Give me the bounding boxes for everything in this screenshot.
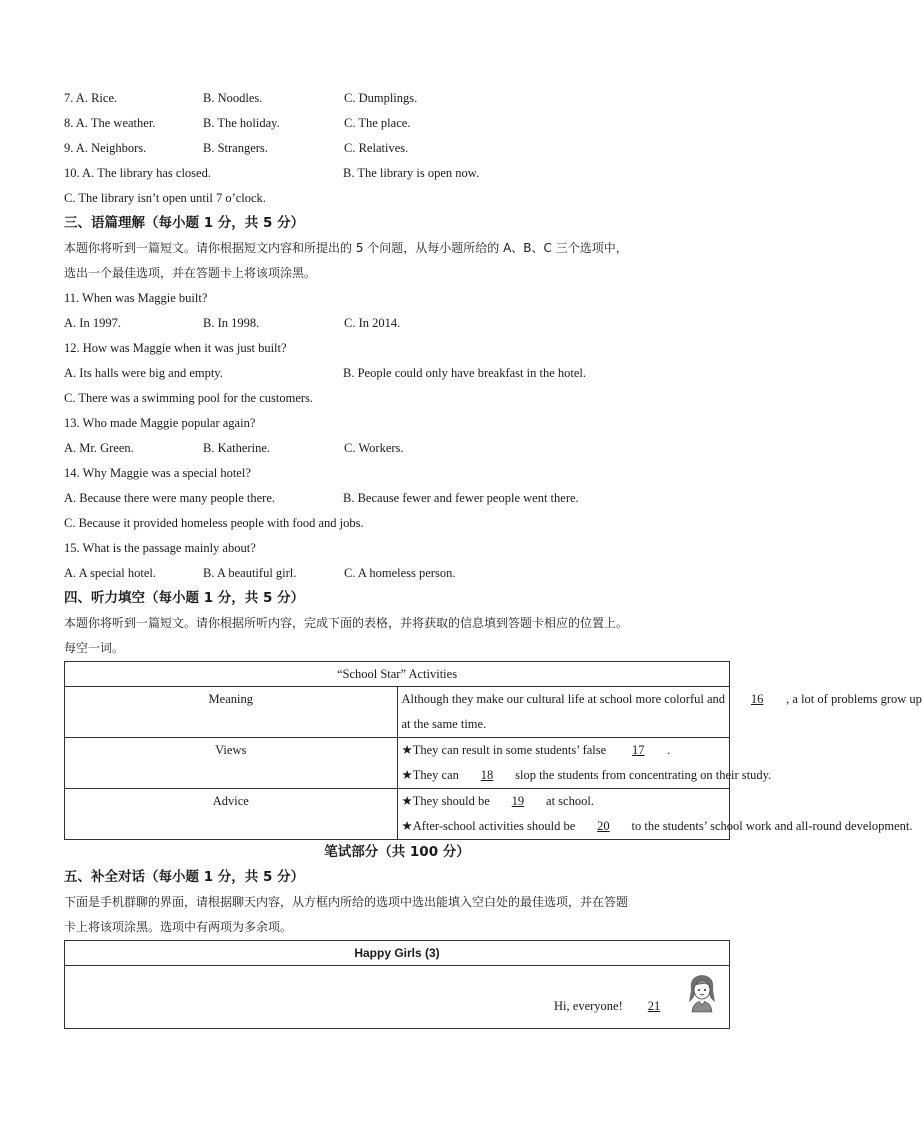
- views-label: Views: [65, 738, 398, 789]
- option-a: A. Mr. Green.: [64, 441, 134, 455]
- meaning-label: Meaning: [65, 687, 398, 738]
- option-c: C. In 2014.: [344, 316, 401, 330]
- section-5-intro: 下面是手机群聊的界面，请根据聊天内容，从方框内所给的选项中选出能填入空白处的最佳选项，并在答题: [64, 895, 629, 909]
- views-text-2-end: slop the students from concentrating on their study.: [515, 768, 772, 782]
- option-c: C. Relatives.: [344, 141, 409, 155]
- option-a: A. Because there were many people there.: [64, 491, 276, 505]
- advice-text-2: ★After-school activities should be: [401, 819, 576, 833]
- question-13-stem: 13. Who made Maggie popular again?: [64, 416, 256, 430]
- views-cell: [397, 738, 772, 789]
- question-11-stem: 11. When was Maggie built?: [64, 291, 208, 305]
- question-15-options: [64, 561, 730, 586]
- section-3-heading: 三、语篇理解（每小题 1 分，共 5 分）: [64, 215, 305, 231]
- blank-20: 20: [597, 819, 610, 833]
- advice-text: ★They should be: [401, 794, 490, 808]
- blank-17: 17: [632, 743, 645, 757]
- chat-message: [554, 996, 679, 1016]
- option-a: 7. A. Rice.: [64, 91, 118, 105]
- meaning-text-2: at the same time.: [401, 717, 487, 731]
- girl-avatar-icon: [685, 972, 719, 1012]
- section-5-intro-2: 卡上将该项涂黑。选项中有两项为多余项。: [64, 920, 293, 934]
- advice-text-end: at school.: [546, 794, 594, 808]
- option-a: 10. A. The library has closed.: [64, 166, 211, 180]
- option-b: B. The library is open now.: [343, 166, 480, 180]
- blank-16: 16: [750, 692, 764, 706]
- chat-box: [64, 940, 730, 1029]
- meaning-text: Although they make our cultural life at school more colorful and: [401, 692, 726, 706]
- views-text-end: .: [667, 743, 671, 757]
- question-14-options: [64, 486, 730, 511]
- activities-table: [64, 661, 922, 840]
- option-c: C. The library isn’t open until 7 o’clock.: [64, 191, 266, 205]
- section-4-heading: 四、听力填空（每小题 1 分，共 5 分）: [64, 590, 305, 606]
- question-13-options: [64, 436, 730, 461]
- option-a: A. A special hotel.: [64, 566, 156, 580]
- section-5-heading: 五、补全对话（每小题 1 分，共 5 分）: [64, 869, 305, 885]
- meaning-cell: [397, 687, 922, 738]
- advice-label: Advice: [65, 789, 398, 840]
- question-7: [64, 86, 730, 111]
- question-12-options: [64, 361, 730, 386]
- advice-text-2-end: to the students’ school work and all-round development.: [631, 819, 913, 833]
- option-b: B. Strangers.: [203, 141, 268, 155]
- option-b: B. A beautiful girl.: [203, 566, 297, 580]
- option-a: 8. A. The weather.: [64, 116, 156, 130]
- option-c: C. Dumplings.: [344, 91, 418, 105]
- question-11-options: [64, 311, 730, 336]
- section-4-intro-2: 每空一词。: [64, 641, 125, 655]
- blank-19: 19: [511, 794, 525, 808]
- question-14-stem: 14. Why Maggie was a special hotel?: [64, 466, 251, 480]
- meaning-text-end: , a lot of problems grow up: [786, 692, 922, 706]
- section-3-intro-2: 选出一个最佳选项，并在答题卡上将该项涂黑。: [64, 266, 317, 280]
- option-c: C. A homeless person.: [344, 566, 456, 580]
- exam-page: [64, 86, 922, 1029]
- option-a: 9. A. Neighbors.: [64, 141, 147, 155]
- option-b: B. The holiday.: [203, 116, 280, 130]
- section-4-intro: 本题你将听到一篇短文。请你根据所听内容，完成下面的表格，并将获取的信息填到答题卡相应的位置上。: [64, 616, 629, 630]
- option-b: B. Because fewer and fewer people went there.: [343, 491, 579, 505]
- blank-21: 21: [647, 999, 661, 1013]
- option-a: A. Its halls were big and empty.: [64, 366, 223, 380]
- question-12-option-c: C. There was a swimming pool for the customers.: [64, 391, 314, 405]
- option-a: A. In 1997.: [64, 316, 121, 330]
- question-14-option-c: C. Because it provided homeless people with food and jobs.: [64, 516, 364, 530]
- option-b: B. People could only have breakfast in the hotel.: [343, 366, 586, 380]
- chat-title: Happy Girls (3): [65, 941, 729, 966]
- question-12-stem: 12. How was Maggie when it was just built?: [64, 341, 287, 355]
- blank-18: 18: [480, 768, 494, 782]
- table-title: “School Star” Activities: [65, 662, 730, 687]
- written-part-heading: 笔试部分（共 100 分）: [324, 844, 470, 860]
- option-b: B. In 1998.: [203, 316, 260, 330]
- option-c: C. Workers.: [344, 441, 404, 455]
- advice-cell: [397, 789, 913, 840]
- section-3-intro: 本题你将听到一篇短文。请你根据短文内容和所提出的 5 个问题，从每小题所给的 A、B、C 三个选项中，: [64, 241, 628, 255]
- question-8: [64, 111, 730, 136]
- question-15-stem: 15. What is the passage mainly about?: [64, 541, 256, 555]
- option-b: B. Noodles.: [203, 91, 263, 105]
- question-10-c: [64, 186, 730, 211]
- views-text-2: ★They can: [401, 768, 459, 782]
- chat-body: [65, 966, 729, 1028]
- option-b: B. Katherine.: [203, 441, 270, 455]
- chat-message-text: Hi, everyone!: [554, 999, 623, 1013]
- views-text: ★They can result in some students’ false: [401, 743, 607, 757]
- question-10: [64, 161, 730, 186]
- question-9: [64, 136, 730, 161]
- option-c: C. The place.: [344, 116, 411, 130]
